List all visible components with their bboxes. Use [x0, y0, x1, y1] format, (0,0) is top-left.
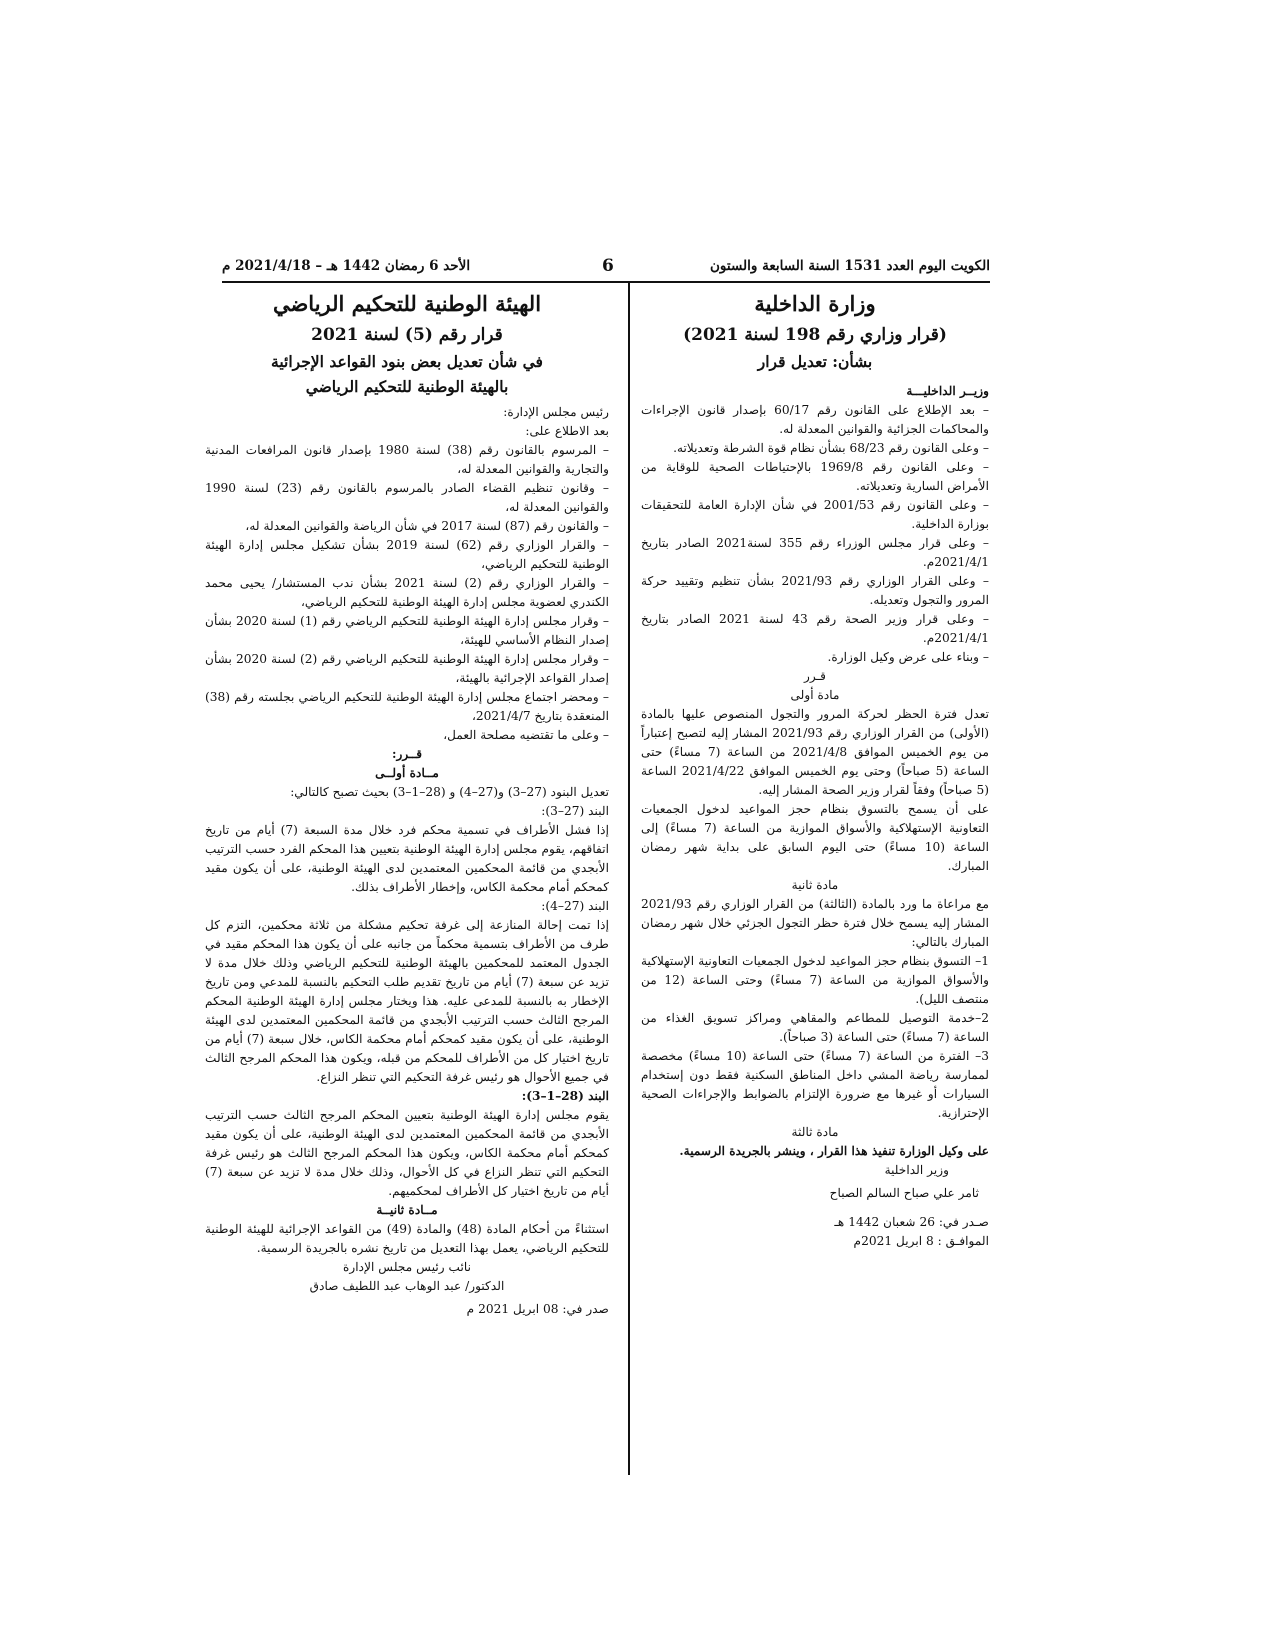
arbitration-decision-column — [205, 287, 609, 1319]
clause: – وقرار مجلس إدارة الهيئة الوطنية للتحكيم الرياضي رقم (1) لسنة 2020 بشأن إصدار النظام الأساسي للهيئة، — [205, 614, 609, 647]
item-3-label: البند (28–1–3): — [521, 1089, 609, 1103]
issue-date-gregorian: الموافـق : 8 ابريل 2021م — [853, 1234, 989, 1248]
item-2-label: البند (27–4): — [541, 899, 609, 913]
decision-subject: بشأن: تعديل قرار — [757, 352, 873, 371]
item-1-label: البند (27–3): — [541, 804, 609, 818]
clause: – والقرار الوزاري رقم (62) لسنة 2019 بشأن تشكيل مجلس إدارة الهيئة الوطنية للتحكيم الرياضي، — [205, 538, 609, 571]
item-2-text: إذا تمت إحالة المنازعة إلى غرفة تحكيم مشكلة من ثلاثة محكمين، التزم كل طرف من الأطراف بتسمية محكماً من جانبه على أن يكون هذا المحكم مقيد في الجدول المعتمد للمحكمين بالهيئة الوطنية للتحكيم الرياضي وذلك خلال مدة لا تزيد عن سبعة (7) أيام من تاريخ تقديم طلب التحكيم بالنسبة للمدعي ومن تاريخ الإخطار به بالنسبة للمدعى عليه. هذا ويختار مجلس إدارة الهيئة الوطنية المحكم المرجح الثالث حسب الترتيب الأبجدي من قائمة المحكمين المعتمدين لدى الهيئة الوطنية، على أن يكون مقيد كمحكم أمام محكمة الكاس، خلال سبعة (7) أيام من تاريخ اختيار كل من الأطراف للمحكم من قبله، ويكون هذا المحكم المرجح الثالث في جميع الأحوال هو رئيس غرفة التحكيم التي تنظر النزاع. — [205, 918, 609, 1084]
article-1-label: مــادة أولــى — [375, 766, 439, 780]
header-rule — [222, 281, 990, 283]
clause: – وقرار مجلس إدارة الهيئة الوطنية للتحكيم الرياضي رقم (2) لسنة 2020 بشأن إصدار القواعد الإجرائية بالهيئة، — [205, 652, 609, 685]
clause: – والقرار الوزاري رقم (2) لسنة 2021 بشأن ندب المستشار/ يحيى محمد الكندري لعضوية مجلس إدارة الهيئة الوطنية للتحكيم الرياضي، — [205, 576, 609, 609]
signer-title: نائب رئيس مجلس الإدارة — [343, 1260, 471, 1274]
signer-name: ثامر علي صباح السالم الصباح — [829, 1186, 979, 1200]
article-2-text: استثناءً من أحكام المادة (48) والمادة (49) من القواعد الإجرائية للهيئة الوطنية للتحكيم الرياضي، يعمل بهذا التعديل من تاريخ نشره بالجريدة الرسمية. — [205, 1222, 610, 1255]
ministry-decision-column — [641, 287, 989, 1251]
issue-date-hijri: صـدر في: 26 شعبان 1442 هـ — [834, 1215, 989, 1229]
decision-title: قرار رقم (5) لسنة 2021 — [311, 325, 503, 345]
article-2-label: مــادة ثانيــة — [376, 1203, 438, 1217]
article-1-text: تعدل فترة الحظر لحركة المرور والتجول المنصوص عليها بالمادة (الأولى) من القرار الوزاري رقم 2021/93 المشار إليه لتصبح إعتباراً من يوم الخميس الموافق 2021/4/8 من الساعة (7 مساءً) حتى الساعة (5 صباحاً) وحتى يوم الخميس الموافق 2021/4/22 الساعة (5 صباحاً) وفقاً لقرار وزير الصحة المشار إليه. — [641, 707, 990, 797]
decision-title: (قرار وزاري رقم 198 لسنة 2021) — [683, 325, 947, 345]
article-1-text-2: على أن يسمح بالتسوق بنظام حجز المواعيد لدخول الجمعيات التعاونية الإستهلاكية والأسواق الموازية من الساعة (7 مساءً) إلى الساعة (10 مساءً) حتى اليوم السابق على بداية شهر رمضان المبارك. — [641, 802, 989, 873]
article-2-item: 3– الفترة من الساعة (7 مساءً) حتى الساعة (10 مساءً) مخصصة لممارسة رياضة المشي داخل المناطق السكنية فقط دون إستخدام السيارات أو غيرها مع ضرورة الإلتزام بالضوابط والإجراءات الصحية الإحترازية. — [641, 1049, 989, 1120]
ministry-title: وزارة الداخلية — [754, 291, 876, 316]
issue-date: الأحد 6 رمضان 1442 هـ – 2021/4/18 م — [222, 258, 471, 274]
clause: – وعلى القانون رقم 68/23 بشأن نظام قوة الشرطة وتعديلاته. — [673, 441, 989, 455]
clause: – وبناء على عرض وكيل الوزارة. — [827, 650, 989, 664]
page-number: 6 — [602, 256, 614, 276]
article-3-label: مادة ثالثة — [791, 1125, 839, 1139]
qarar-heading: قـرر — [803, 669, 826, 683]
issue-date: صدر في: 08 ابريل 2021 م — [466, 1302, 609, 1316]
clause: – وعلى القرار الوزاري رقم 2021/93 بشأن تنظيم وتقييد حركة المرور والتجول وتعديله. — [641, 574, 989, 607]
qarar-heading: قــرر: — [391, 747, 423, 761]
article-1-label: مادة أولى — [790, 688, 840, 702]
article-1-intro: تعديل البنود (27–3) و(27–4) و (28–1–3) بحيث تصبح كالتالي: — [290, 785, 609, 799]
clause: – وعلى قرار وزير الصحة رقم 43 لسنة 2021 الصادر بتاريخ 2021/4/1م. — [641, 612, 990, 645]
column-divider — [628, 283, 630, 1475]
item-1-text: إذا فشل الأطراف في تسمية محكم فرد خلال مدة السبعة (7) أيام من تاريخ اتفاقهم، يقوم مجلس إدارة الهيئة الوطنية بتعيين هذا المحكم الفرد حسب الترتيب الأبجدي من قائمة المحكمين المعتمدين لدى الهيئة الوطنية، على أن يكون مقيد كمحكم أمام محكمة الكاس، وإخطار الأطراف بذلك. — [205, 823, 609, 894]
page-header — [222, 256, 990, 280]
article-2-label: مادة ثانية — [791, 878, 839, 892]
clause: – والقانون رقم (87) لسنة 2017 في شأن الرياضة والقوانين المعدلة له، — [245, 519, 609, 533]
preamble-after: بعد الاطلاع على: — [525, 424, 609, 438]
clause: – وعلى قرار مجلس الوزراء رقم 355 لسنة2021 الصادر بتاريخ 2021/4/1م. — [641, 536, 990, 569]
gazette-issue: الكويت اليوم العدد 1531 السنة السابعة والستون — [710, 258, 990, 274]
article-2-intro: مع مراعاة ما ورد بالمادة (الثالثة) من القرار الوزاري رقم 2021/93 المشار إليه يسمح خلال فترة حظر التجول الجزئي خلال شهر رمضان المبارك بالتالي: — [641, 897, 989, 949]
signer-title: وزير الداخلية — [884, 1163, 949, 1177]
decision-subject-2: بالهيئة الوطنية للتحكيم الرياضي — [305, 377, 509, 396]
decision-subject: في شأن تعديل بعض بنود القواعد الإجرائية — [271, 352, 543, 371]
article-2-item: 1– التسوق بنظام حجز المواعيد لدخول الجمعيات التعاونية الإستهلاكية والأسواق الموازية من الساعة (7 مساءً) وحتى الساعة (12 من منتصف الليل). — [641, 954, 989, 1006]
clause: – وعلى ما تقتضيه مصلحة العمل، — [443, 728, 609, 742]
clause: – المرسوم بالقانون رقم (38) لسنة 1980 بإصدار قانون المرافعات المدنية والتجارية والقوانين المعدلة له، — [205, 443, 609, 476]
clause: – وعلى القانون رقم 2001/53 في شأن الإدارة العامة للتحقيقات بوزارة الداخلية. — [641, 498, 989, 531]
clause: – بعد الإطلاع على القانون رقم 60/17 بإصدار قانون الإجراءات والمحاكمات الجزائية والقوانين المعدلة له. — [641, 403, 989, 436]
clause: – ومحضر اجتماع مجلس إدارة الهيئة الوطنية للتحكيم الرياضي بجلسته رقم (38) المنعقدة بتاريخ 2021/4/7، — [205, 690, 609, 723]
article-3-text: على وكيل الوزارة تنفيذ هذا القرار ، وينشر بالجريدة الرسمية. — [679, 1144, 989, 1158]
clause: – وقانون تنظيم القضاء الصادر بالمرسوم بالقانون رقم (23) لسنة 1990 والقوانين المعدلة له، — [205, 481, 609, 514]
item-3-text: يقوم مجلس إدارة الهيئة الوطنية بتعيين المحكم المرجح الثالث حسب الترتيب الأبجدي من قائمة المحكمين المعتمدين لدى الهيئة الوطنية، على أن يكون مقيد كمحكم أمام محكمة الكاس، ويكون هذا المحكم المرجح الثالث هو رئيس غرفة التحكيم التي تنظر النزاع في كل الأحوال، وذلك خلال مدة لا تزيد عن سبعة (7) أيام من تاريخ اختيار كل الأطراف لمحكميهم. — [205, 1108, 609, 1198]
signer-name: الدكتور/ عبد الوهاب عبد اللطيف صادق — [309, 1279, 505, 1293]
authority-title: الهيئة الوطنية للتحكيم الرياضي — [272, 291, 542, 316]
article-2-item: 2–خدمة التوصيل للمطاعم والمقاهي ومراكز تسويق الغذاء من الساعة (7 مساءً) حتى الساعة (3 صباحاً). — [641, 1011, 989, 1044]
clause: – وعلى القانون رقم 1969/8 بالإحتياطات الصحية للوقاية من الأمراض السارية وتعديلاته. — [641, 460, 989, 493]
preamble-label: وزيــر الداخليـــة — [906, 384, 989, 398]
preamble-label: رئيس مجلس الإدارة: — [503, 405, 609, 419]
